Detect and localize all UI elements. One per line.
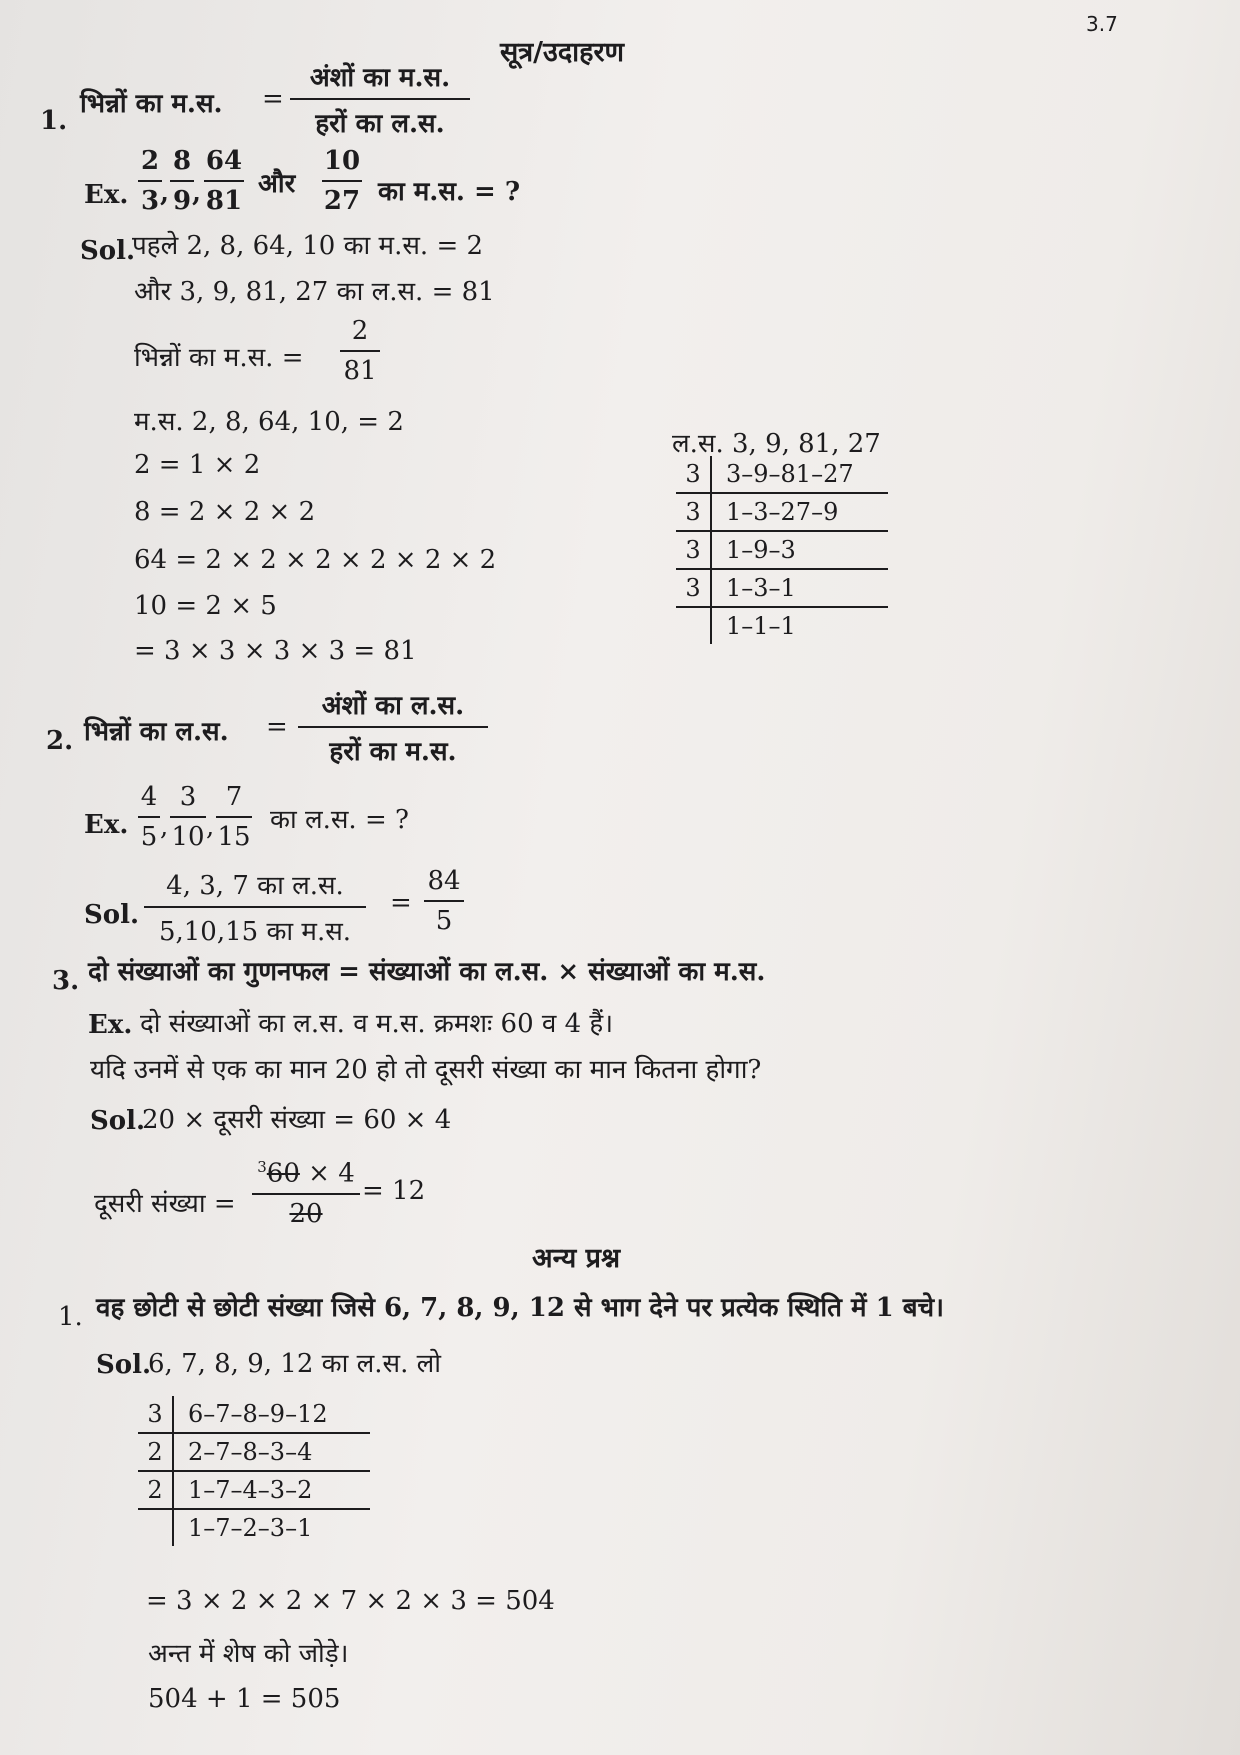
divisor: 2 — [138, 1471, 173, 1509]
and-word: और — [258, 169, 296, 199]
example-fraction — [216, 782, 252, 852]
numerator: 7 — [225, 782, 243, 812]
solution-label: Sol. — [80, 236, 136, 266]
multiplier: × 4 — [308, 1158, 355, 1189]
rule-3-text: दो संख्याओं का गुणनफल = संख्याओं का ल.स. × संख्याओं का म.स. — [88, 957, 766, 987]
result-fraction — [340, 316, 380, 386]
question-number: 1. — [58, 1302, 83, 1332]
numerator: 84 — [427, 866, 461, 896]
fraction-bar — [170, 816, 206, 818]
comma: , — [206, 812, 215, 842]
answer-fraction — [424, 866, 464, 936]
example-fraction — [170, 782, 206, 852]
rule-2-number: 2. — [46, 726, 74, 756]
example-fraction — [322, 146, 362, 216]
work-line: 10 = 2 × 5 — [134, 591, 277, 621]
rule-1-formula-denominator: हरों का ल.स. — [315, 109, 445, 139]
example-question: का म.स. = ? — [378, 177, 521, 207]
numerator: 2 — [351, 316, 369, 346]
divisor: 3 — [138, 1396, 173, 1433]
fraction-bar — [322, 180, 362, 182]
denominator: 3 — [140, 186, 160, 216]
rule-1-formula-fraction — [290, 58, 470, 140]
rule-2-formula-denominator: हरों का म.स. — [329, 737, 457, 767]
numerator: 2 — [140, 146, 160, 176]
denominator: 81 — [343, 356, 377, 386]
final-result: = 12 — [362, 1176, 426, 1206]
quotients: 1–7–2–3–1 — [188, 1514, 313, 1542]
lcm-division-table — [676, 456, 888, 644]
comma: , — [192, 178, 202, 208]
quotients: 1–3–1 — [711, 569, 888, 607]
rule-2-equals: = — [266, 712, 288, 742]
solution-fraction — [144, 866, 366, 948]
divisor: 3 — [676, 456, 711, 493]
comma: , — [160, 178, 170, 208]
rule-2-lhs: भिन्नों का ल.स. — [84, 717, 229, 747]
fraction-bar — [138, 180, 162, 182]
fraction-bar — [216, 816, 252, 818]
work-line: = 3 × 3 × 3 × 3 = 81 — [134, 636, 417, 666]
fraction-bar — [340, 350, 380, 352]
fraction-bar — [252, 1193, 360, 1195]
fraction-bar — [298, 726, 488, 728]
example-question: का ल.स. = ? — [270, 805, 409, 835]
comma: , — [160, 812, 169, 842]
divisor — [676, 607, 711, 644]
solution-label: Sol. — [84, 900, 140, 930]
work-line: 2 = 1 × 2 — [134, 450, 261, 480]
question-text: वह छोटी से छोटी संख्या जिसे 6, 7, 8, 9, 12 से भाग देने पर प्रत्येक स्थिति में 1 बचे। — [96, 1293, 944, 1323]
divisor — [138, 1509, 173, 1546]
numerator: 64 — [205, 146, 243, 176]
quotients: 6–7–8–9–12 — [173, 1396, 370, 1433]
denominator: 5 — [435, 906, 453, 936]
denominator: 27 — [323, 186, 361, 216]
numerator: 10 — [323, 146, 361, 176]
denominator: 5 — [140, 822, 158, 852]
page-heading: सूत्र/उदाहरण — [500, 37, 625, 68]
numerator: 4, 3, 7 का ल.स. — [166, 871, 344, 901]
denominator: 81 — [205, 186, 243, 216]
example-fraction — [138, 146, 162, 216]
rule-3-number: 3. — [52, 966, 80, 996]
cancel-note: 3 — [257, 1158, 267, 1176]
rule-1-equals: = — [262, 84, 284, 114]
divisor: 3 — [676, 531, 711, 569]
product-line: = 3 × 2 × 2 × 7 × 2 × 3 = 504 — [146, 1586, 555, 1616]
cancelled-number: 60 — [266, 1158, 300, 1189]
rule-2-formula-fraction — [298, 686, 488, 768]
example-label: Ex. — [84, 180, 129, 210]
section-title: अन्य प्रश्न — [532, 1243, 621, 1274]
divisor: 3 — [676, 493, 711, 531]
quotients: 1–1–1 — [726, 612, 796, 640]
divisor: 3 — [676, 569, 711, 607]
solution-line: 20 × दूसरी संख्या = 60 × 4 — [142, 1105, 452, 1135]
work-line: 8 = 2 × 2 × 2 — [134, 497, 316, 527]
result-lhs: भिन्नों का म.स. = — [134, 343, 304, 373]
fraction-bar — [290, 98, 470, 100]
lcm-division-table — [138, 1396, 370, 1546]
quotients: 2–7–8–3–4 — [173, 1433, 370, 1471]
lcm-title: ल.स. 3, 9, 81, 27 — [672, 429, 881, 459]
fraction-bar — [138, 816, 160, 818]
note-line: अन्त में शेष को जोड़े। — [148, 1639, 349, 1669]
example-fraction — [138, 782, 160, 852]
denominator: 9 — [172, 186, 192, 216]
denominator: 5,10,15 का म.स. — [158, 917, 352, 947]
numerator: 3 — [179, 782, 197, 812]
page-number: 3.7 — [1086, 12, 1118, 36]
solution-line: 6, 7, 8, 9, 12 का ल.स. लो — [148, 1349, 441, 1379]
quotients: 3–9–81–27 — [711, 456, 888, 493]
denominator: 15 — [217, 822, 251, 852]
quotients: 1–3–27–9 — [711, 493, 888, 531]
solution-equals: = — [390, 888, 412, 918]
final-lhs: दूसरी संख्या = — [94, 1189, 236, 1219]
example-line: यदि उनमें से एक का मान 20 हो तो दूसरी संख्या का मान कितना होगा? — [90, 1055, 762, 1085]
rule-1-lhs: भिन्नों का म.स. — [80, 89, 223, 119]
rule-1-formula-numerator: अंशों का म.स. — [309, 63, 451, 93]
solution-label: Sol. — [96, 1350, 152, 1380]
numerator: 4 — [140, 782, 158, 812]
rule-2-formula-numerator: अंशों का ल.स. — [321, 691, 465, 721]
numerator: 8 — [172, 146, 192, 176]
quotients: 1–9–3 — [711, 531, 888, 569]
denominator: 10 — [171, 822, 205, 852]
quotients: 1–7–4–3–2 — [173, 1471, 370, 1509]
example-line: दो संख्याओं का ल.स. व म.स. क्रमशः 60 व 4 हैं। — [140, 1009, 614, 1039]
example-fraction — [170, 146, 194, 216]
fraction-bar — [144, 906, 366, 908]
solution-label: Sol. — [90, 1106, 146, 1136]
solution-line: और 3, 9, 81, 27 का ल.स. = 81 — [134, 277, 495, 307]
work-line: म.स. 2, 8, 64, 10, = 2 — [134, 407, 404, 437]
final-line: 504 + 1 = 505 — [148, 1684, 341, 1714]
example-label: Ex. — [88, 1010, 133, 1040]
example-label: Ex. — [84, 810, 129, 840]
numerator — [252, 1158, 360, 1189]
fraction-bar — [424, 900, 464, 902]
rule-1-number: 1. — [40, 106, 68, 136]
solution-line: पहले 2, 8, 64, 10 का म.स. = 2 — [132, 231, 484, 261]
cancelled-denominator: 20 — [289, 1198, 323, 1229]
final-fraction — [252, 1158, 360, 1229]
work-line: 64 = 2 × 2 × 2 × 2 × 2 × 2 — [134, 545, 497, 575]
example-fraction — [204, 146, 244, 216]
fraction-bar — [170, 180, 194, 182]
fraction-bar — [204, 180, 244, 182]
divisor: 2 — [138, 1433, 173, 1471]
